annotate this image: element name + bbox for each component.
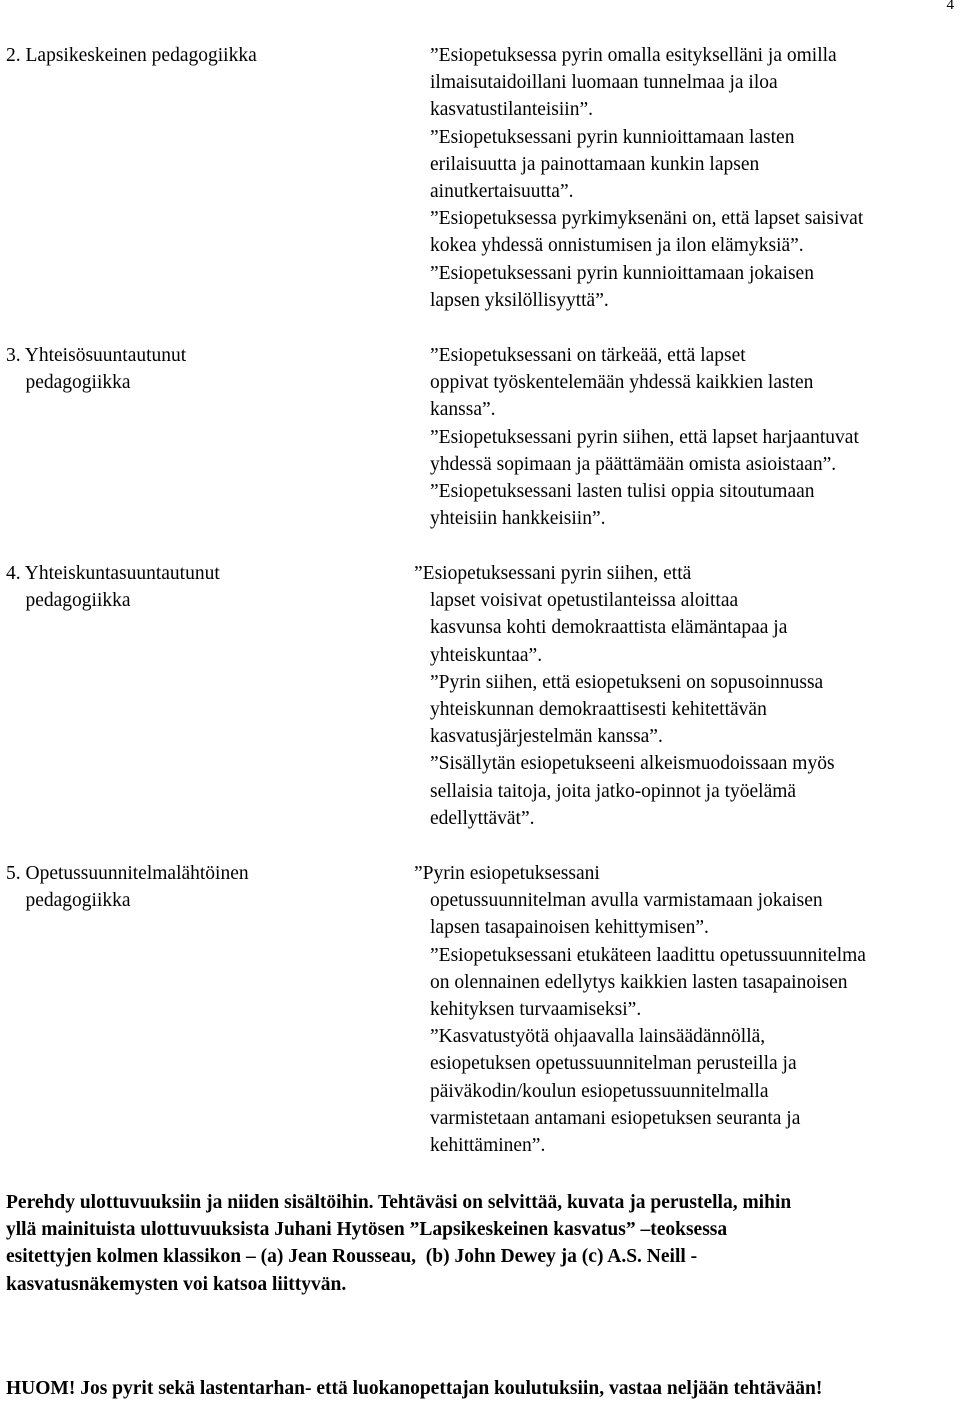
task-line: yllä mainituista ulottuvuuksista Juhani Hytösen ”Lapsikeskeinen kasvatus” –teoksessa [6,1219,728,1241]
quote-line: lapset voisivat opetustilanteissa aloittaa [430,590,739,612]
quote-line: opetussuunnitelman avulla varmistamaan jokaisen [430,890,823,912]
quote-list [414,860,944,1159]
quote-line: ”Esiopetuksessani lasten tulisi oppia sitoutumaan [430,481,815,503]
quote-line: kasvunsa kohti demokraattista elämäntapaa ja [430,617,788,639]
quote [414,669,944,751]
quote-line: ”Esiopetuksessani etukäteen laadittu opetussuunnitelma [430,944,866,966]
quote [430,42,960,124]
quote [414,750,944,832]
quote-line: sellaisia taitoja, joita jatko-opinnot ja työelämä [430,780,797,802]
quote-line: erilaisuutta ja painottamaan kunkin lapsen [430,153,760,175]
note [6,1375,960,1402]
page-number: 4 [946,0,954,13]
quote [430,424,960,478]
quote-line: päiväkodin/koulun esiopetussuunnitelmalla [430,1080,769,1102]
quote-line: yhteiskunnan demokraattisesti kehitettävän [430,699,767,721]
section-label-line: 4. Yhteiskuntasuuntautunut [6,563,220,584]
section-label-line: 5. Opetussuunnitelmalähtöinen [6,863,249,884]
section-label-line: pedagogiikka [6,890,131,912]
section-label [6,342,416,396]
section-label-line: 2. Lapsikeskeinen pedagogiikka [6,45,257,66]
quote-list [430,42,960,314]
quote-line: kokea yhdessä onnistumisen ja ilon elämyksiä”. [430,235,804,257]
quote-line: ”Pyrin siihen, että esiopetukseni on sopusoinnussa [430,671,824,693]
section-label-line: pedagogiikka [6,590,131,612]
quote-line: esiopetuksen opetussuunnitelman perusteilla ja [430,1053,797,1075]
quote-line: kehityksen turvaamiseksi”. [430,999,642,1021]
section-label-line: pedagogiikka [6,372,131,394]
quote-line: ”Esiopetuksessa pyrin omalla esitykselläni ja omilla [430,45,837,66]
quote [430,342,960,424]
section-label-line: 3. Yhteisösuuntautunut [6,345,187,366]
section-label [6,860,416,914]
quote-line: varmistetaan antamani esiopetuksen seuranta ja [430,1107,801,1129]
quote-line: ilmaisutaidoillani luomaan tunnelmaa ja iloa [430,72,778,94]
section-label [6,560,416,614]
quote-line: lapsen tasapainoisen kehittymisen”. [430,917,709,939]
quote-line: ”Esiopetuksessani pyrin kunnioittamaan lasten [430,126,795,148]
task-line: kasvatusnäkemysten voi katsoa liittyvän. [6,1273,347,1295]
quote-line: ”Esiopetuksessa pyrkimyksenäni on, että lapset saisivat [430,208,864,230]
quote [414,1023,944,1159]
quote [430,260,960,314]
quote-list [414,560,944,832]
quote-line: yhdessä sopimaan ja päättämään omista asioistaan”. [430,453,837,475]
quote-line: ”Esiopetuksessani pyrin kunnioittamaan jokaisen [430,262,814,284]
quote-line: lapsen yksilöllisyyttä”. [430,289,609,311]
quote-line: kasvatusjärjestelmän kanssa”. [430,726,663,748]
quote-line: on olennainen edellytys kaikkien lasten tasapainoisen [430,971,848,993]
quote-line: ”Sisällytän esiopetukseeni alkeismuodoissaan myös [430,753,835,775]
quote [430,124,960,206]
quote [414,560,944,669]
quote-line: yhteisiin hankkeisiin”. [430,508,606,530]
quote [430,478,960,532]
task-instructions [6,1189,960,1298]
quote-line: ”Esiopetuksessani pyrin siihen, että lapset harjaantuvat [430,426,859,448]
quote-line: kehittäminen”. [430,1135,546,1157]
quote [430,205,960,259]
quote-line: ”Esiopetuksessani on tärkeää, että lapset [430,345,746,366]
quote-line: ”Esiopetuksessani pyrin siihen, että [414,563,692,584]
quote-line: kasvatustilanteisiin”. [430,99,594,121]
task-line: esitettyjen kolmen klassikon – (a) Jean Rousseau, (b) John Dewey ja (c) A.S. Neill - [6,1246,698,1268]
note-text: HUOM! Jos pyrit sekä lastentarhan- että luokanopettajan koulutuksiin, vastaa neljään tehtävään! [6,1378,823,1399]
quote-line: ”Pyrin esiopetuksessani [414,863,600,884]
quote [414,860,944,942]
quote [414,942,944,1024]
section-label [6,42,416,69]
task-line: Perehdy ulottuvuuksiin ja niiden sisältöihin. Tehtäväsi on selvittää, kuvata ja perustella, mihin [6,1192,792,1213]
quote-line: oppivat työskentelemään yhdessä kaikkien lasten [430,372,814,394]
quote-list [430,342,960,532]
quote-line: ”Kasvatustyötä ohjaavalla lainsäädännöllä, [430,1026,766,1048]
quote-line: ainutkertaisuutta”. [430,181,574,203]
quote-line: edellyttävät”. [430,807,535,829]
quote-line: kanssa”. [430,399,496,421]
quote-line: yhteiskuntaa”. [430,644,543,666]
